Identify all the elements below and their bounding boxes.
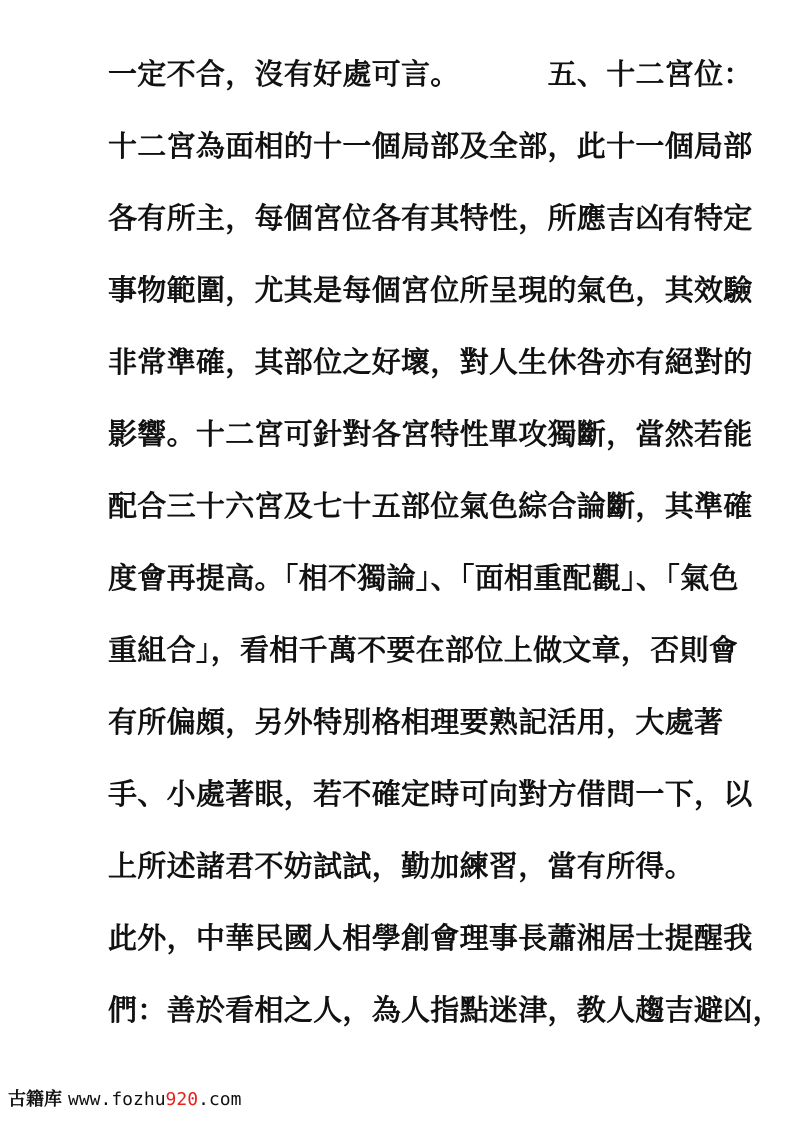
text-line-5: 非常準確，其部位之好壞，對人生休咎亦有絕對的 <box>108 345 753 379</box>
text-line-6: 影響。十二宮可針對各宮特性單攻獨斷，當然若能 <box>108 417 753 451</box>
footer-url-number: 920 <box>165 1089 199 1110</box>
section-heading: 五、十二宮位： <box>547 57 753 91</box>
text-line-13: 此外，中華民國人相學創會理事長蕭湘居士提醒我 <box>108 921 753 955</box>
text-line-8: 度會再提高。「相不獨論」、「面相重配觀」、「氣色 <box>108 561 739 595</box>
text-line-4: 事物範圍，尤其是每個宮位所呈現的氣色，其效驗 <box>108 273 753 307</box>
footer-brand: 古籍库 <box>8 1089 62 1110</box>
text-line-12: 上所述諸君不妨試試，勤加練習，當有所得。 <box>108 849 695 883</box>
footer-url-prefix: www.fozhu <box>68 1089 166 1110</box>
footer-watermark <box>8 1088 241 1112</box>
text-line-3: 各有所主，每個宮位各有其特性，所應吉凶有特定 <box>108 201 753 235</box>
text-line-1 <box>108 56 753 92</box>
text-line-2: 十二宮為面相的十一個局部及全部，此十一個局部 <box>108 129 753 163</box>
text-line-10: 有所偏頗，另外特別格相理要熟記活用，大處著 <box>108 705 724 739</box>
text-line-1-part-a: 一定不合，沒有好處可言。 <box>108 57 460 91</box>
text-line-9: 重組合」，看相千萬不要在部位上做文章，否則會 <box>108 633 739 667</box>
text-line-7: 配合三十六宮及七十五部位氣色綜合論斷，其準確 <box>108 489 753 523</box>
footer-url-suffix: .com <box>198 1089 242 1110</box>
text-line-11: 手、小處著眼，若不確定時可向對方借問一下，以 <box>108 777 753 811</box>
text-line-14: 們：善於看相之人，為人指點迷津，教人趨吉避凶， <box>108 993 782 1027</box>
